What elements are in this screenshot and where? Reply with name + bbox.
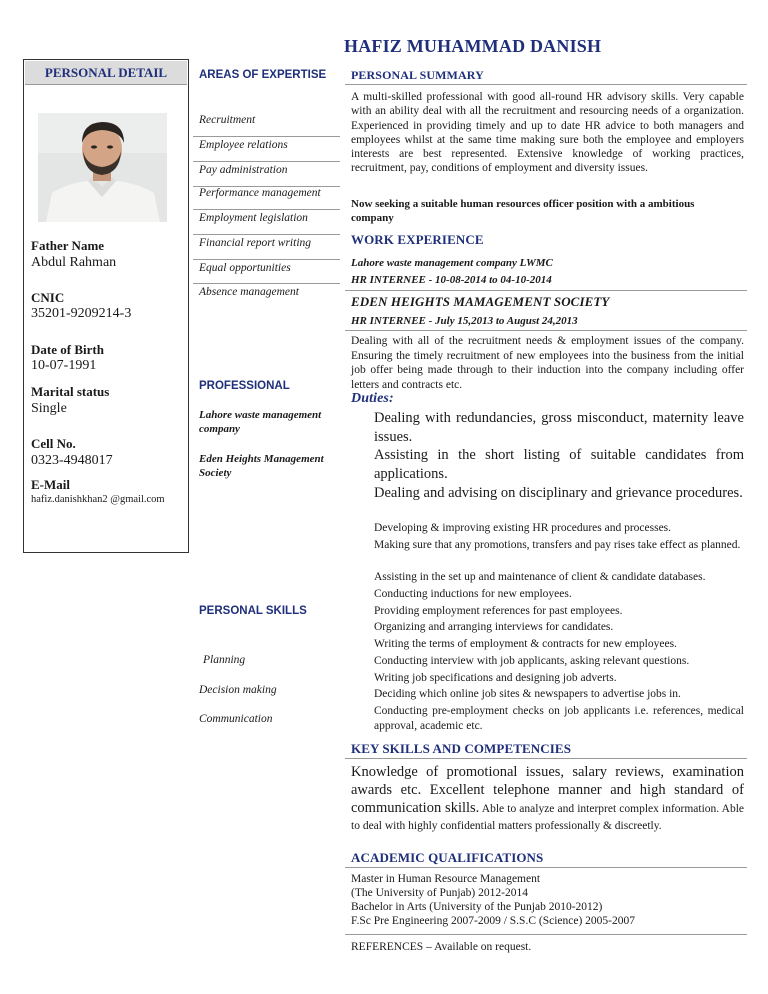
personal-detail-title: PERSONAL DETAIL — [25, 61, 187, 85]
duty-item: Dealing with redundancies, gross misconduct, maternity leave issues. — [374, 410, 744, 445]
duty-item: Assisting in the set up and maintenance of client & candidate databases. — [374, 571, 706, 583]
work-description: Dealing with all of the recruitment needs & employment issues of the company. Ensuring the timely recruitment of new employees into the business from the initial job offer being made through to their induction into the company including offer letters and contracts etc. — [351, 335, 744, 391]
key-skills-title: KEY SKILLS AND COMPETENCIES — [351, 741, 572, 756]
expertise-title: AREAS OF EXPERTISE — [199, 69, 327, 81]
academic-line: Master in Human Resource Management — [351, 873, 541, 885]
role-1: HR INTERNEE - 10-08-2014 to 04-10-2014 — [351, 274, 552, 286]
personal-skills-title: PERSONAL SKILLS — [199, 605, 307, 617]
father-name-label: Father Name — [31, 238, 105, 253]
duty-item: Deciding which online job sites & newspapers to advertise jobs in. — [374, 688, 681, 700]
email-label: E-Mail — [31, 477, 70, 492]
references-text: REFERENCES – Available on request. — [351, 941, 532, 953]
expertise-item: Employment legislation — [199, 212, 308, 224]
academic-line: F.Sc Pre Engineering 2007-2009 / S.S.C (Science) 2005-2007 — [351, 915, 635, 927]
divider — [193, 209, 340, 210]
academic-line: (The University of Punjab) 2012-2014 — [351, 887, 528, 899]
marital-status-value: Single — [31, 401, 67, 416]
dob-label: Date of Birth — [31, 342, 104, 357]
email-value: hafiz.danishkhan2 @gmail.com — [31, 494, 165, 505]
profile-photo — [38, 113, 167, 222]
expertise-item: Equal opportunities — [199, 262, 291, 274]
skill-item: Planning — [203, 654, 246, 666]
expertise-item: Employee relations — [199, 139, 288, 151]
duty-item: Writing the terms of employment & contracts for new employees. — [374, 638, 677, 650]
duties-label: Duties: — [351, 391, 394, 406]
cnic-label: CNIC — [31, 290, 65, 305]
personal-summary-title: PERSONAL SUMMARY — [351, 68, 484, 82]
duty-item: Providing employment references for past employees. — [374, 605, 623, 617]
marital-status-label: Marital status — [31, 384, 110, 399]
skill-item: Communication — [199, 713, 273, 725]
divider — [345, 330, 747, 331]
expertise-item: Absence management — [199, 286, 299, 298]
professional-item: Lahore waste management company — [199, 409, 322, 435]
duty-item: Dealing and advising on disciplinary and grievance procedures. — [374, 485, 743, 501]
work-experience-title: WORK EXPERIENCE — [351, 232, 484, 247]
cnic-value: 35201-9209214-3 — [31, 306, 132, 321]
company-1: Lahore waste management company LWMC — [351, 257, 553, 269]
seeking-text: Now seeking a suitable human resources officer position with a ambitious company — [351, 198, 695, 224]
academic-line: Bachelor in Arts (University of the Punjab 2010-2012) — [351, 901, 603, 913]
duty-item: Writing job specifications and designing job adverts. — [374, 672, 617, 684]
duty-item: Conducting pre-employment checks on job applicants i.e. references, medical approval, academic etc. — [374, 705, 744, 732]
divider — [345, 758, 747, 759]
resume-name: HAFIZ MUHAMMAD DANISH — [344, 36, 602, 56]
divider — [345, 84, 747, 85]
duty-item: Assisting in the short listing of suitable candidates from applications. — [374, 447, 744, 482]
divider — [345, 290, 747, 291]
divider — [193, 259, 340, 260]
divider — [193, 283, 340, 284]
divider — [345, 934, 747, 935]
duty-item: Developing & improving existing HR procedures and processes. — [374, 522, 672, 534]
cell-value: 0323-4948017 — [31, 453, 113, 468]
father-name-value: Abdul Rahman — [31, 255, 117, 270]
duty-item: Conducting inductions for new employees. — [374, 588, 572, 600]
duty-item: Organizing and arranging interviews for candidates. — [374, 621, 614, 633]
dob-value: 10-07-1991 — [31, 358, 97, 373]
key-skills-text — [351, 764, 744, 835]
person-photo-icon — [38, 113, 167, 222]
company-2: EDEN HEIGHTS MAMAGEMENT SOCIETY — [351, 294, 610, 309]
divider — [193, 234, 340, 235]
role-2: HR INTERNEE - July 15,2013 to August 24,2013 — [351, 315, 578, 327]
key-skills-main: Knowledge of promotional issues, salary reviews, examination awards etc. Excellent telephone manner and high standard of communication skills. — [351, 764, 744, 816]
cell-label: Cell No. — [31, 436, 76, 451]
divider — [193, 136, 340, 137]
duty-item: Conducting interview with job applicants, asking relevant questions. — [374, 655, 690, 667]
professional-item: Eden Heights Management Society — [199, 453, 324, 479]
summary-text: A multi-skilled professional with good all-round HR advisory skills. Very capable with an ability deal with all the recruitment and resourcing needs of a organization. Experienced in providing timely and up to date HR advice to both managers and employees whilst at the same time making sure both the employee and employers interests are best represented. Extensive knowledge of working practices, recruitment, pay, conditions of employment and diversity issues. — [351, 91, 744, 175]
expertise-item: Pay administration — [199, 164, 288, 176]
expertise-item: Performance management — [199, 187, 321, 199]
skill-item: Decision making — [199, 684, 277, 696]
key-skills-extra: Able to analyze and interpret complex information. Able to deal with highly confidential matters professionally & discreetly. — [351, 803, 744, 832]
divider — [193, 161, 340, 162]
academic-title: ACADEMIC QUALIFICATIONS — [351, 850, 544, 865]
expertise-item: Financial report writing — [199, 237, 312, 249]
divider — [345, 867, 747, 868]
expertise-item: Recruitment — [199, 114, 256, 126]
professional-title: PROFESSIONAL — [199, 380, 290, 392]
duty-item: Making sure that any promotions, transfers and pay rises take effect as planned. — [374, 539, 741, 551]
